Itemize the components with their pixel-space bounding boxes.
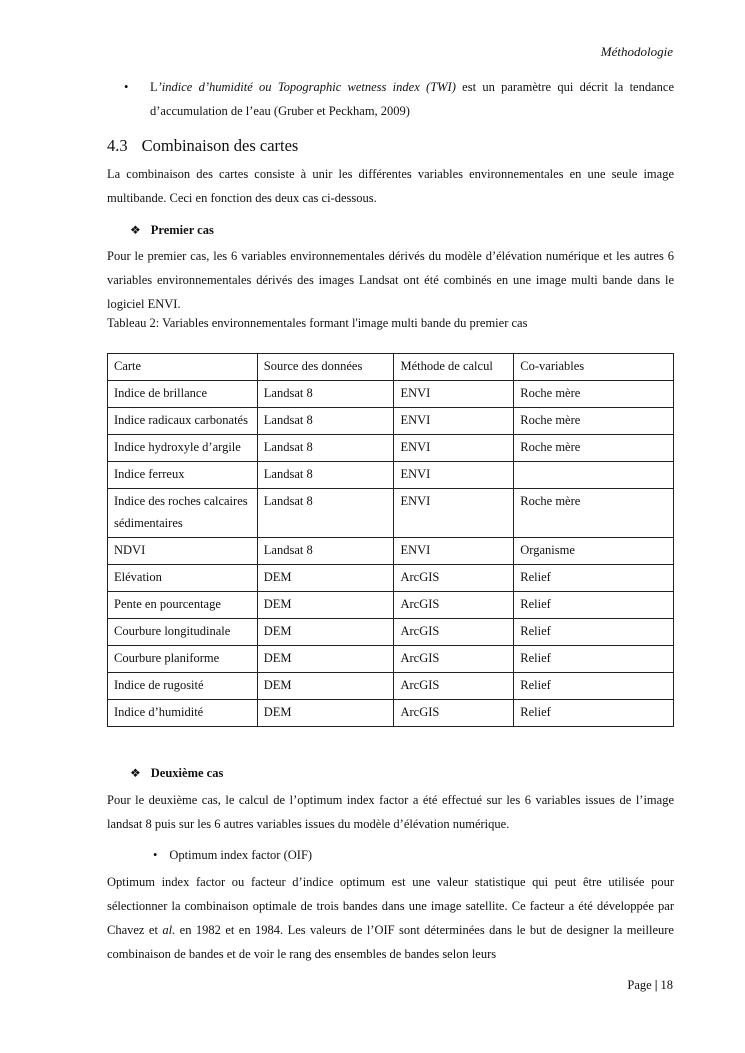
section-paragraph <box>107 162 674 210</box>
section-number: 4.3 <box>107 136 128 155</box>
section-title: Combinaison des cartes <box>141 136 299 155</box>
table-cell-methode: ENVI <box>394 408 514 435</box>
twi-term: ’indice d’humidité ou Topographic wetness index (TWI) <box>157 80 456 94</box>
table-cell-source: DEM <box>257 592 394 619</box>
case2-paragraph <box>107 788 674 836</box>
table-cell-carte: Courbure longitudinale <box>108 619 258 646</box>
table-cell-source: DEM <box>257 619 394 646</box>
table-cell-methode: ENVI <box>394 381 514 408</box>
table-cell-source: Landsat 8 <box>257 462 394 489</box>
table-cell-source: Landsat 8 <box>257 435 394 462</box>
oif-bullet-text: Optimum index factor (OIF) <box>169 848 313 862</box>
table-cell-methode: ENVI <box>394 435 514 462</box>
table-cell-covariables: Relief <box>514 592 674 619</box>
table-cell-methode: ENVI <box>394 489 514 538</box>
header-cell-source: Source des données <box>257 354 394 381</box>
twi-prefix: L <box>150 80 158 94</box>
header-cell-covariables: Co-variables <box>514 354 674 381</box>
diamond-bullet-icon: ❖ <box>130 766 141 780</box>
table-cell-carte: Indice de brillance <box>108 381 258 408</box>
page-separator: | <box>654 978 658 992</box>
table-cell-covariables: Roche mère <box>514 435 674 462</box>
table-cell-methode: ArcGIS <box>394 565 514 592</box>
header-cell-methode: Méthode de calcul <box>394 354 514 381</box>
table-row <box>108 489 674 538</box>
twi-bullet <box>124 75 674 123</box>
table-cell-carte: NDVI <box>108 538 258 565</box>
table-cell-covariables: Relief <box>514 673 674 700</box>
bullet-icon: • <box>124 80 129 94</box>
oif-paragraph-text <box>107 870 674 966</box>
table-cell-carte: Indice des roches calcaires sédimentaires <box>108 489 258 538</box>
table-cell-covariables: Relief <box>514 565 674 592</box>
diamond-bullet-icon: ❖ <box>130 223 141 237</box>
table-row <box>108 673 674 700</box>
table-body <box>108 354 674 727</box>
page-number: 18 <box>660 978 673 992</box>
table-cell-carte: Indice hydroxyle d’argile <box>108 435 258 462</box>
table-cell-methode: ArcGIS <box>394 646 514 673</box>
table-cell-methode: ArcGIS <box>394 619 514 646</box>
section-paragraph-text: La combinaison des cartes consiste à unir les différentes variables environnementales en une seule image multibande. Ceci en fonction des deux cas ci-dessous. <box>107 167 674 205</box>
table-header-row <box>108 354 674 381</box>
table-cell-methode: ENVI <box>394 538 514 565</box>
table-cell-source: Landsat 8 <box>257 381 394 408</box>
table-cell-covariables: Roche mère <box>514 381 674 408</box>
table-row <box>108 538 674 565</box>
table-cell-methode: ENVI <box>394 462 514 489</box>
twi-description: est un paramètre qui décrit la tendance d’accumulation de l’eau (Gruber et Peckham, 2009) <box>150 80 675 118</box>
table-cell-carte: Indice ferreux <box>108 462 258 489</box>
table-cell-methode: ArcGIS <box>394 700 514 727</box>
table-cell-covariables: Relief <box>514 646 674 673</box>
case1-paragraph-text: Pour le premier cas, les 6 variables environnementales dérivés du modèle d’élévation numérique et les autres 6 variables environnementales dérivés des images Landsat ont été combinés en une image multi bande dans le logiciel ENVI. <box>107 249 674 311</box>
oif-text-part2: en 1982 et en 1984. Les valeurs de l’OIF sont déterminées dans le but de designer la meilleure combinaison de bandes et de voir le rang des ensembles de bandes selon leurs <box>107 923 674 961</box>
table-cell-source: Landsat 8 <box>257 489 394 538</box>
table-row <box>108 435 674 462</box>
oif-paragraph <box>107 870 674 966</box>
table-cell-source: DEM <box>257 646 394 673</box>
table-cell-carte: Indice de rugosité <box>108 673 258 700</box>
table-row <box>108 462 674 489</box>
table-cell-methode: ArcGIS <box>394 592 514 619</box>
section-heading <box>107 136 298 156</box>
table-row <box>108 700 674 727</box>
case2-heading <box>130 766 223 781</box>
page-footer <box>627 978 673 993</box>
case1-heading-text: Premier cas <box>150 223 214 237</box>
twi-bullet-text <box>150 75 674 123</box>
table-cell-carte: Courbure planiforme <box>108 646 258 673</box>
oif-bullet <box>153 848 312 863</box>
table-cell-covariables: Organisme <box>514 538 674 565</box>
case2-heading-text: Deuxième cas <box>150 766 224 780</box>
table-cell-carte: Elévation <box>108 565 258 592</box>
page-label: Page <box>627 978 652 992</box>
table-row <box>108 565 674 592</box>
table-cell-carte: Indice radicaux carbonatés <box>108 408 258 435</box>
case2-paragraph-text: Pour le deuxième cas, le calcul de l’optimum index factor a été effectué sur les 6 variables issues de l’image landsat 8 puis sur les 6 autres variables issues du modèle d’élévation numérique. <box>107 793 674 831</box>
table-row <box>108 592 674 619</box>
table-row <box>108 381 674 408</box>
case1-heading <box>130 223 214 238</box>
table-cell-covariables <box>514 462 674 489</box>
oif-text-italic: al. <box>162 923 176 937</box>
table-row <box>108 408 674 435</box>
table-cell-carte: Pente en pourcentage <box>108 592 258 619</box>
table-cell-covariables: Roche mère <box>514 489 674 538</box>
variables-table <box>107 353 674 727</box>
table-row <box>108 646 674 673</box>
running-header: Méthodologie <box>600 44 673 59</box>
header-cell-carte: Carte <box>108 354 258 381</box>
table-cell-covariables: Relief <box>514 619 674 646</box>
table-cell-source: DEM <box>257 700 394 727</box>
table-cell-source: Landsat 8 <box>257 538 394 565</box>
table-cell-covariables: Relief <box>514 700 674 727</box>
table-cell-source: DEM <box>257 565 394 592</box>
oif-text-part1: Optimum index factor ou facteur d’indice optimum est une valeur statistique qui peut être utilisée pour sélectionner la combinaison optimale de trois bandes dans une image satellite. Ce facteur a été développée par Chavez et <box>107 875 674 937</box>
table-cell-carte: Indice d’humidité <box>108 700 258 727</box>
table-row <box>108 619 674 646</box>
bullet-icon: • <box>153 848 158 862</box>
table-caption: Tableau 2: Variables environnementales formant l'image multi bande du premier cas <box>107 316 528 330</box>
table-cell-covariables: Roche mère <box>514 408 674 435</box>
table-cell-methode: ArcGIS <box>394 673 514 700</box>
table-cell-source: DEM <box>257 673 394 700</box>
case1-paragraph <box>107 244 674 316</box>
table-cell-source: Landsat 8 <box>257 408 394 435</box>
